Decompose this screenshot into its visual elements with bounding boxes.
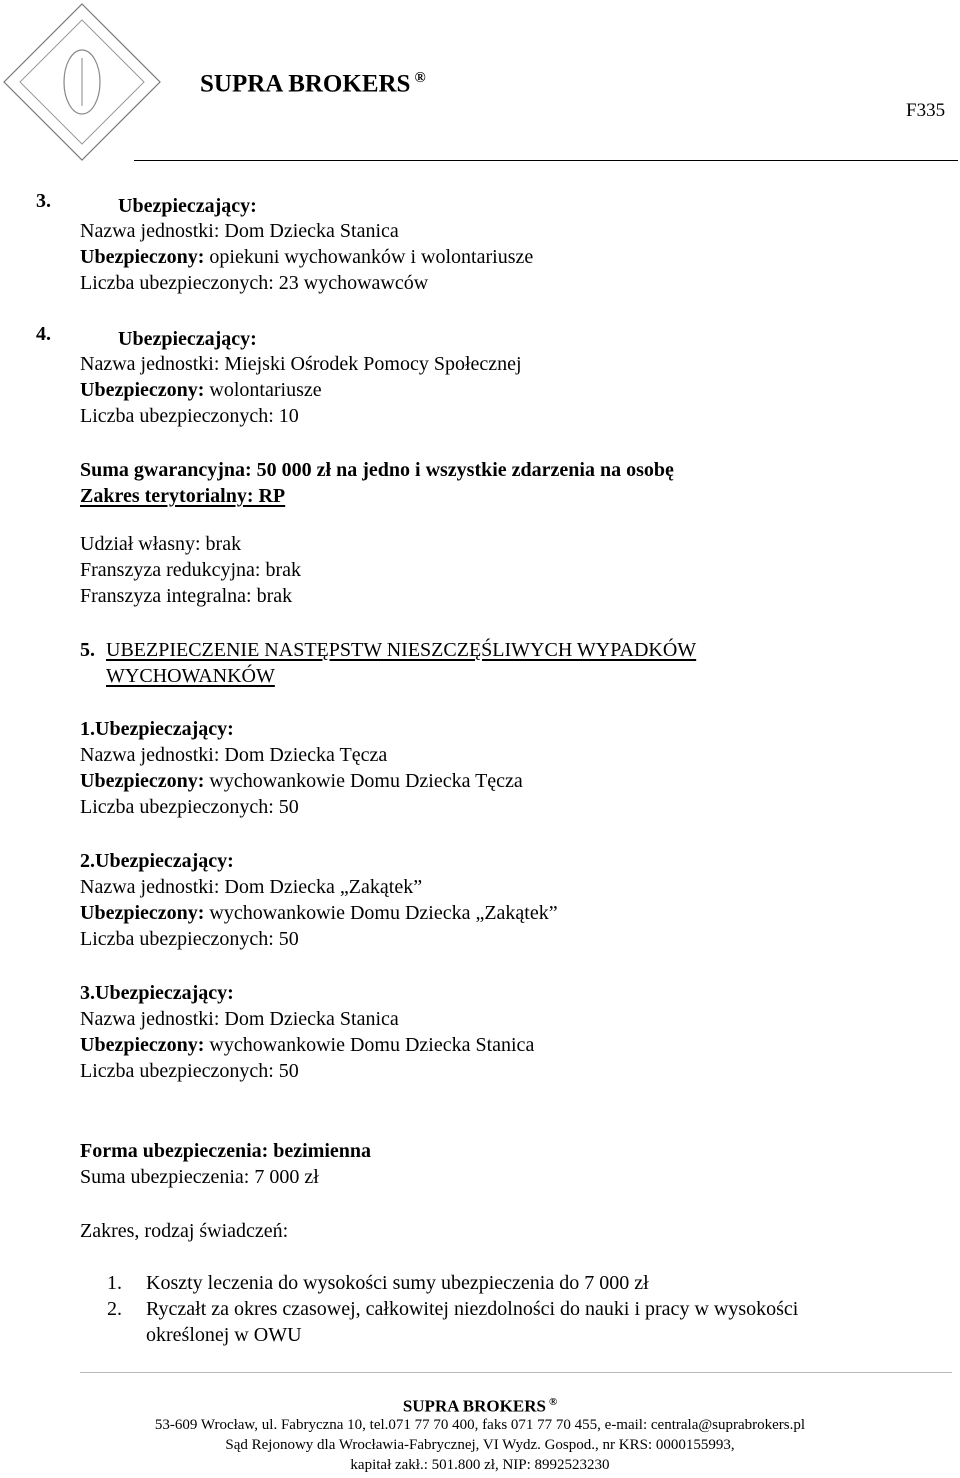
benefit-1-number: 1. xyxy=(107,1272,122,1294)
entry-3-count: Liczba ubezpieczonych: 50 xyxy=(80,1060,299,1082)
entry-1-insurer-label: 1.Ubezpieczający: xyxy=(80,718,234,740)
entry-1-insured-label: Ubezpieczony: xyxy=(80,770,205,792)
franchise-reduction: Franszyza redukcyjna: brak xyxy=(80,559,302,581)
section-4-insured-value: wolontariusze xyxy=(204,379,322,401)
franchise-integral: Franszyza integralna: brak xyxy=(80,585,293,607)
brand-name xyxy=(200,70,426,98)
section-4-count: Liczba ubezpieczonych: 10 xyxy=(80,405,299,427)
benefit-2-number: 2. xyxy=(107,1298,122,1320)
entry-2-insured xyxy=(80,900,558,926)
footer-capital: kapitał zakł.: 501.800 zł, NIP: 8992523230 xyxy=(350,1457,610,1473)
entry-3-insurer-label: 3.Ubezpieczający: xyxy=(80,982,234,1004)
section-4-unit: Nazwa jednostki: Miejski Ośrodek Pomocy Społecznej xyxy=(80,353,522,375)
section-3-number: 3. xyxy=(36,190,51,212)
benefit-1-text: Koszty leczenia do wysokości sumy ubezpieczenia do 7 000 zł xyxy=(146,1272,649,1294)
entry-2-insured-label: Ubezpieczony: xyxy=(80,902,205,924)
section-3-insured xyxy=(80,244,533,270)
entry-2-unit: Nazwa jednostki: Dom Dziecka „Zakątek” xyxy=(80,876,423,898)
footer-address: 53-609 Wrocław, ul. Fabryczna 10, tel.071 77 70 400, faks 071 77 70 455, e-mail: centrala@suprabrokers.pl xyxy=(154,1417,806,1433)
footer-brand-text: SUPRA BROKERS xyxy=(402,1396,546,1416)
section-3-unit: Nazwa jednostki: Dom Dziecka Stanica xyxy=(80,220,399,242)
section-3-insured-value: opiekuni wychowanków i wolontariusze xyxy=(204,246,534,268)
footer-court: Sąd Rejonowy dla Wrocławia-Fabrycznej, VI Wydz. Gospod., nr KRS: 0000155993, xyxy=(225,1437,735,1453)
entry-1-count: Liczba ubezpieczonych: 50 xyxy=(80,796,299,818)
section-4-insurer-label: Ubezpieczający: xyxy=(118,328,257,350)
section-3-insured-label: Ubezpieczony: xyxy=(80,246,205,268)
entry-2-insured-value: wychowankowie Domu Dziecka „Zakątek” xyxy=(204,902,558,924)
insurance-form: Forma ubezpieczenia: bezimienna xyxy=(80,1140,372,1162)
section-5-title-line2: WYCHOWANKÓW xyxy=(106,665,275,687)
insurance-sum: Suma ubezpieczenia: 7 000 zł xyxy=(80,1166,319,1188)
section-4-insured xyxy=(80,377,322,403)
header-rule xyxy=(134,160,958,161)
footer-trademark: ® xyxy=(548,1396,558,1408)
footer-rule xyxy=(80,1372,952,1373)
entry-1-unit: Nazwa jednostki: Dom Dziecka Tęcza xyxy=(80,744,388,766)
brand-text: SUPRA BROKERS xyxy=(200,70,411,98)
territorial-scope: Zakres terytorialny: RP xyxy=(80,485,286,507)
entry-3-insured-label: Ubezpieczony: xyxy=(80,1034,205,1056)
trademark-symbol: ® xyxy=(414,70,426,86)
entry-2-insurer-label: 2.Ubezpieczający: xyxy=(80,850,234,872)
entry-1-insured xyxy=(80,768,523,794)
benefit-2-text: Ryczałt za okres czasowej, całkowitej niezdolności do nauki i pracy w wysokości xyxy=(146,1298,799,1320)
section-5-title-line1: UBEZPIECZENIE NASTĘPSTW NIESZCZĘŚLIWYCH WYPADKÓW xyxy=(106,639,697,661)
guarantee-sum: Suma gwarancyjna: 50 000 zł na jedno i wszystkie zdarzenia na osobę xyxy=(80,459,674,481)
deductible: Udział własny: brak xyxy=(80,533,242,555)
benefit-2-text-continued: określonej w OWU xyxy=(146,1324,302,1346)
entry-3-insured xyxy=(80,1032,534,1058)
entry-3-unit: Nazwa jednostki: Dom Dziecka Stanica xyxy=(80,1008,399,1030)
section-5-number: 5. xyxy=(80,639,95,661)
footer-brand xyxy=(0,1392,960,1417)
section-3-insurer-label: Ubezpieczający: xyxy=(118,195,257,217)
entry-3-insured-value: wychowankowie Domu Dziecka Stanica xyxy=(204,1034,535,1056)
company-logo xyxy=(0,0,200,170)
section-4-number: 4. xyxy=(36,323,51,345)
section-4-insured-label: Ubezpieczony: xyxy=(80,379,205,401)
form-code: F335 xyxy=(906,100,946,121)
entry-1-insured-value: wychowankowie Domu Dziecka Tęcza xyxy=(204,770,523,792)
benefits-scope-label: Zakres, rodzaj świadczeń: xyxy=(80,1220,289,1242)
section-3-count: Liczba ubezpieczonych: 23 wychowawców xyxy=(80,272,429,294)
entry-2-count: Liczba ubezpieczonych: 50 xyxy=(80,928,299,950)
